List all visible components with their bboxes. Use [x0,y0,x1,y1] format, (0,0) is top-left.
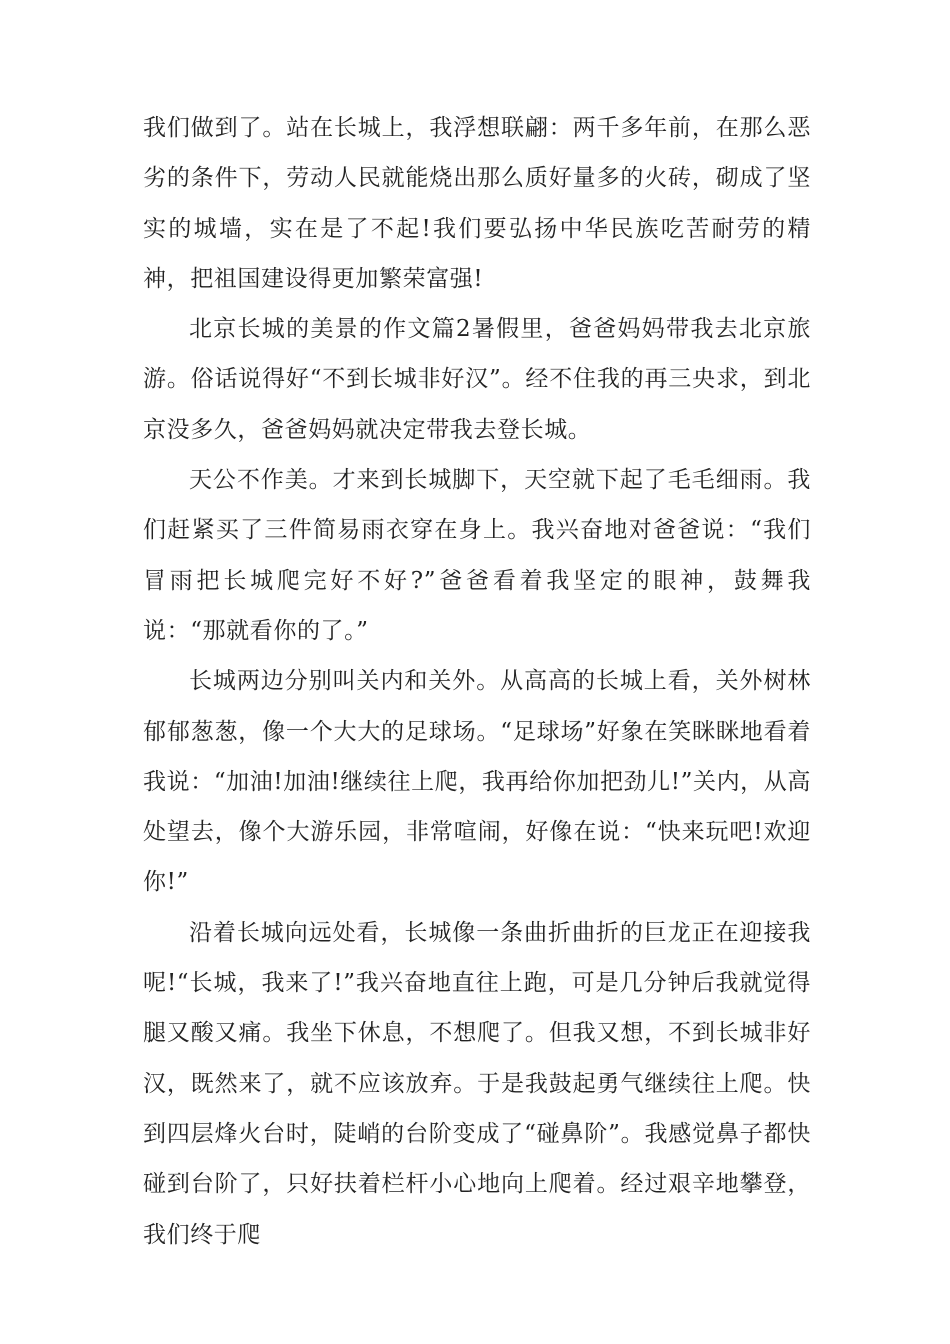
paragraph-5: 沿着长城向远处看，长城像一条曲折曲折的巨龙正在迎接我呢!“长城，我来了!”我兴奋地直往上跑，可是几分钟后我就觉得腿又酸又痛。我坐下休息，不想爬了。但我又想，不到长城非好汉，既然来了，就不应该放弃。于是我鼓起勇气继续往上爬。快到四层烽火台时，陡峭的台阶变成了“碰鼻阶”。我感觉鼻子都快碰到台阶了，只好扶着栏杆小心地向上爬着。经过艰辛地攀登，我们终于爬 [143,919,811,1248]
paragraph-2: 北京长城的美景的作文篇2暑假里，爸爸妈妈带我去北京旅游。俗话说得好“不到长城非好汉”。经不住我的再三央求，到北京没多久，爸爸妈妈就决定带我去登长城。 [143,316,811,443]
paragraph-4: 长城两边分别叫关内和关外。从高高的长城上看，关外树林郁郁葱葱，像一个大大的足球场。“足球场”好象在笑眯眯地看着我说：“加油!加油!继续往上爬，我再给你加把劲儿!”关内，从高处望去，像个大游乐园，非常喧闹，好像在说：“快来玩吧!欢迎你!” [143,668,811,896]
paragraph-3: 天公不作美。才来到长城脚下，天空就下起了毛毛细雨。我们赶紧买了三件简易雨衣穿在身上。我兴奋地对爸爸说：“我们冒雨把长城爬完好不好?”爸爸看着我坚定的眼神，鼓舞我说：“那就看你的了。” [143,467,811,644]
paragraph-1: 我们做到了。站在长城上，我浮想联翩：两千多年前，在那么恶劣的条件下，劳动人民就能烧出那么质好量多的火砖，砌成了坚实的城墙，实在是了不起!我们要弘扬中华民族吃苦耐劳的精神，把祖国建设得更加繁荣富强! [143,115,811,292]
body-text [143,103,811,1260]
